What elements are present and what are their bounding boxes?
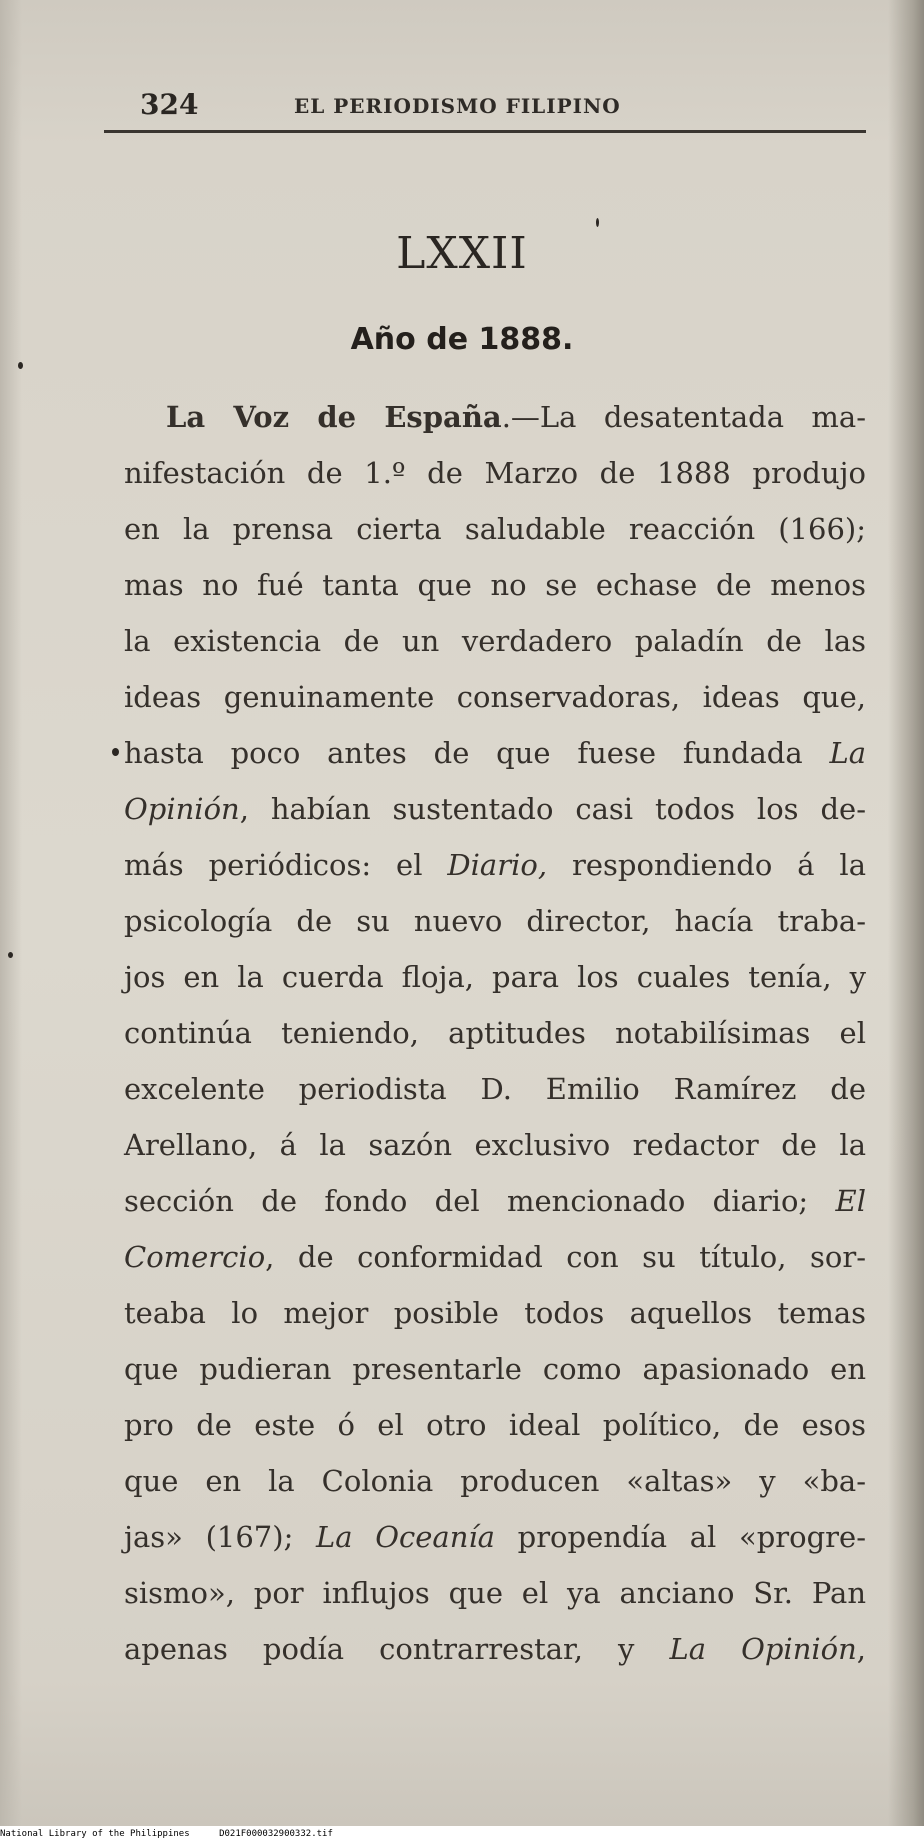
text-line [124,389,866,445]
footer-file-id: D021F000032900332.tif [219,1829,333,1839]
text-line [124,445,866,501]
text-line [124,557,866,613]
text-line [124,1173,866,1229]
text-run: sismo», por influjos que el ya anciano Sr. Pan [124,1576,866,1610]
header-rule [104,130,866,133]
text-run: psicología de su nuevo director, hacía traba- [124,904,866,938]
text-line [124,893,866,949]
text-run: hasta poco antes de que fuese fundada [124,736,830,770]
text-run: nifestación de 1.º de Marzo de 1888 produjo [124,456,866,490]
text-run: en la prensa cierta saludable reacción (166); [124,512,866,546]
text-line [124,1117,866,1173]
text-line [124,1621,866,1677]
page-number: 324 [140,88,199,121]
italic-title: La Oceanía [316,1520,495,1554]
text-run: .—La desatentada ma- [501,400,866,434]
running-head: EL PERIODISMO FILIPINO [294,94,621,118]
footer-source: National Library of the Philippines [0,1829,190,1839]
text-run: continúa teniendo, aptitudes notabilísimas el [124,1016,866,1050]
italic-title: Comercio [124,1240,266,1274]
text-line [124,501,866,557]
text-line [124,1061,866,1117]
text-line [124,1565,866,1621]
text-run: sección de fondo del mencionado diario; [124,1184,836,1218]
text-run: que pudieran presentarle como apasionado en [124,1352,866,1386]
italic-title: La [829,736,866,770]
text-line [124,949,866,1005]
text-line [124,669,866,725]
text-line [124,725,866,781]
italic-title: El [835,1184,866,1218]
text-run: , habían sustentado casi todos los de- [239,792,866,826]
text-line [124,1229,866,1285]
text-run: teaba lo mejor posible todos aquellos temas [124,1296,866,1330]
text-run: propendía al «progre- [494,1520,866,1554]
text-run: jos en la cuerda floja, para los cuales tenía, y [124,960,866,994]
text-line [124,781,866,837]
ink-speck [596,218,599,227]
text-line [124,1509,866,1565]
italic-title: Diario, [447,848,548,882]
text-run: ideas genuinamente conservadoras, ideas que, [124,680,866,714]
text-run: pro de este ó el otro ideal político, de esos [124,1408,866,1442]
text-run: la existencia de un verdadero paladín de las [124,624,866,658]
text-line [124,1397,866,1453]
scan-footer [0,1826,924,1842]
page-header [104,88,864,128]
text-run: apenas podía contrarrestar, y [124,1632,670,1666]
ink-speck [112,748,119,756]
text-run: excelente periodista D. Emilio Ramírez de [124,1072,866,1106]
text-line [124,1341,866,1397]
ink-speck [18,362,23,369]
text-run: que en la Colonia producen «altas» y «ba- [124,1464,866,1498]
text-run: Arellano, á la sazón exclusivo redactor de la [124,1128,866,1162]
text-run: respondiendo á la [547,848,866,882]
body-text [124,389,866,1677]
text-run: , de conformidad con su título, sor- [265,1240,866,1274]
text-run: jas» (167); [124,1520,317,1554]
chapter-number: LXXII [396,228,528,279]
italic-title: La Opinión [669,1632,857,1666]
text-run: más periódicos: el [124,848,448,882]
newspaper-heading: La Voz de España [166,400,502,434]
ink-speck [8,952,13,958]
text-line [124,837,866,893]
text-line [124,1005,866,1061]
italic-title: Opinión [124,792,240,826]
text-line [124,613,866,669]
text-run: mas no fué tanta que no se echase de menos [124,568,866,602]
text-line [124,1453,866,1509]
text-run: , [856,1632,867,1666]
chapter-subtitle: Año de 1888. [350,322,574,357]
text-line [124,1285,866,1341]
